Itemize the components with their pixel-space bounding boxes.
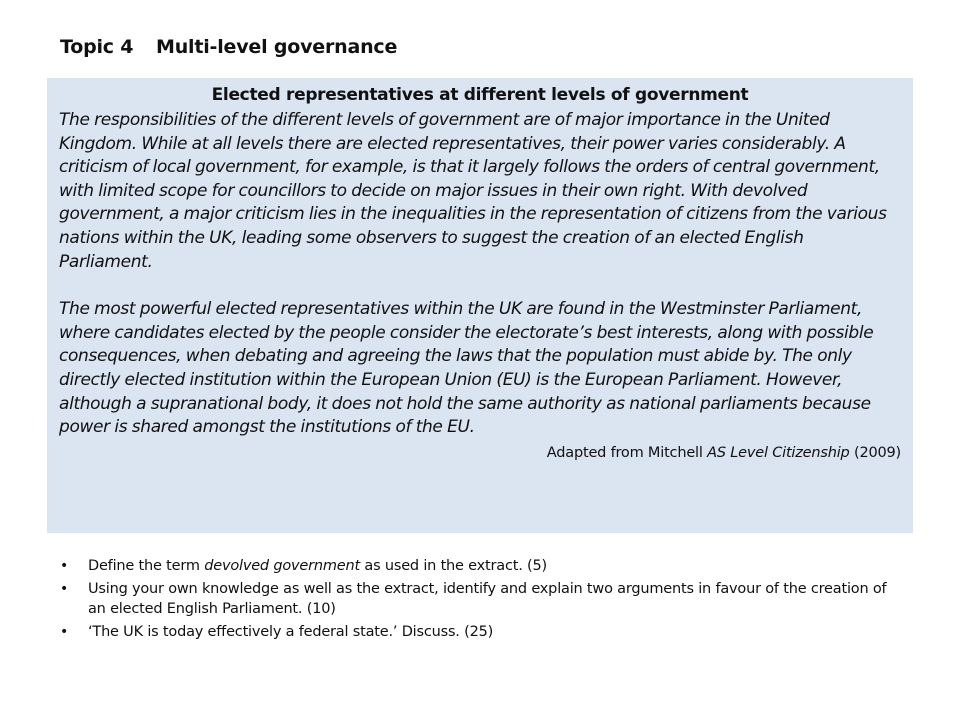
page-title <box>60 36 397 58</box>
source-book-title: AS Level Citizenship <box>707 444 850 461</box>
question-term: devolved government <box>204 558 360 574</box>
extract-paragraph: The most powerful elected representatives within the UK are found in the Westminster Parliament, where candidates elected by the people consider the electorate’s best interests, along with possible consequences, when debating and agreeing the laws that the population must abide by. The only directly elected institution within the European Union (EU) is the European Parliament. However, although a supranational body, it does not hold the same authority as national parliaments because power is shared amongst the institutions of the EU. <box>59 299 874 438</box>
extract-paragraph: The responsibilities of the different levels of government are of major importance in the United Kingdom. While at all levels there are elected representatives, their power varies considerably. A criticism of local government, for example, is that it largely follows the orders of central government, with limited scope for councillors to decide on major issues in their own right. With devolved government, a major criticism lies in the inequalities in the representation of citizens from the various nations within the UK, leading some observers to suggest the creation of an elected English Parliament. <box>59 110 887 272</box>
question-text-before: Define the term <box>88 558 200 574</box>
bullet-icon: • <box>60 624 69 640</box>
question-text: ‘The UK is today effectively a federal state.’ Discuss. (25) <box>88 624 494 640</box>
extract-box <box>47 78 913 533</box>
question-item <box>60 622 900 642</box>
bullet-icon: • <box>60 558 69 574</box>
question-text: Using your own knowledge as well as the extract, identify and explain two arguments in favour of the creation of an elected English Parliament. (10) <box>88 581 887 617</box>
topic-title: Multi-level governance <box>156 36 398 58</box>
question-list <box>60 556 900 645</box>
question-item <box>60 556 900 576</box>
question-item <box>60 579 900 619</box>
extract-title: Elected representatives at different levels of government <box>211 85 749 105</box>
question-text-after: as used in the extract. (5) <box>364 558 547 574</box>
bullet-icon: • <box>60 581 69 597</box>
extract-source <box>59 443 901 463</box>
topic-number: Topic 4 <box>60 36 134 58</box>
source-year: (2009) <box>853 444 901 461</box>
source-prefix: Adapted from Mitchell <box>546 444 703 461</box>
